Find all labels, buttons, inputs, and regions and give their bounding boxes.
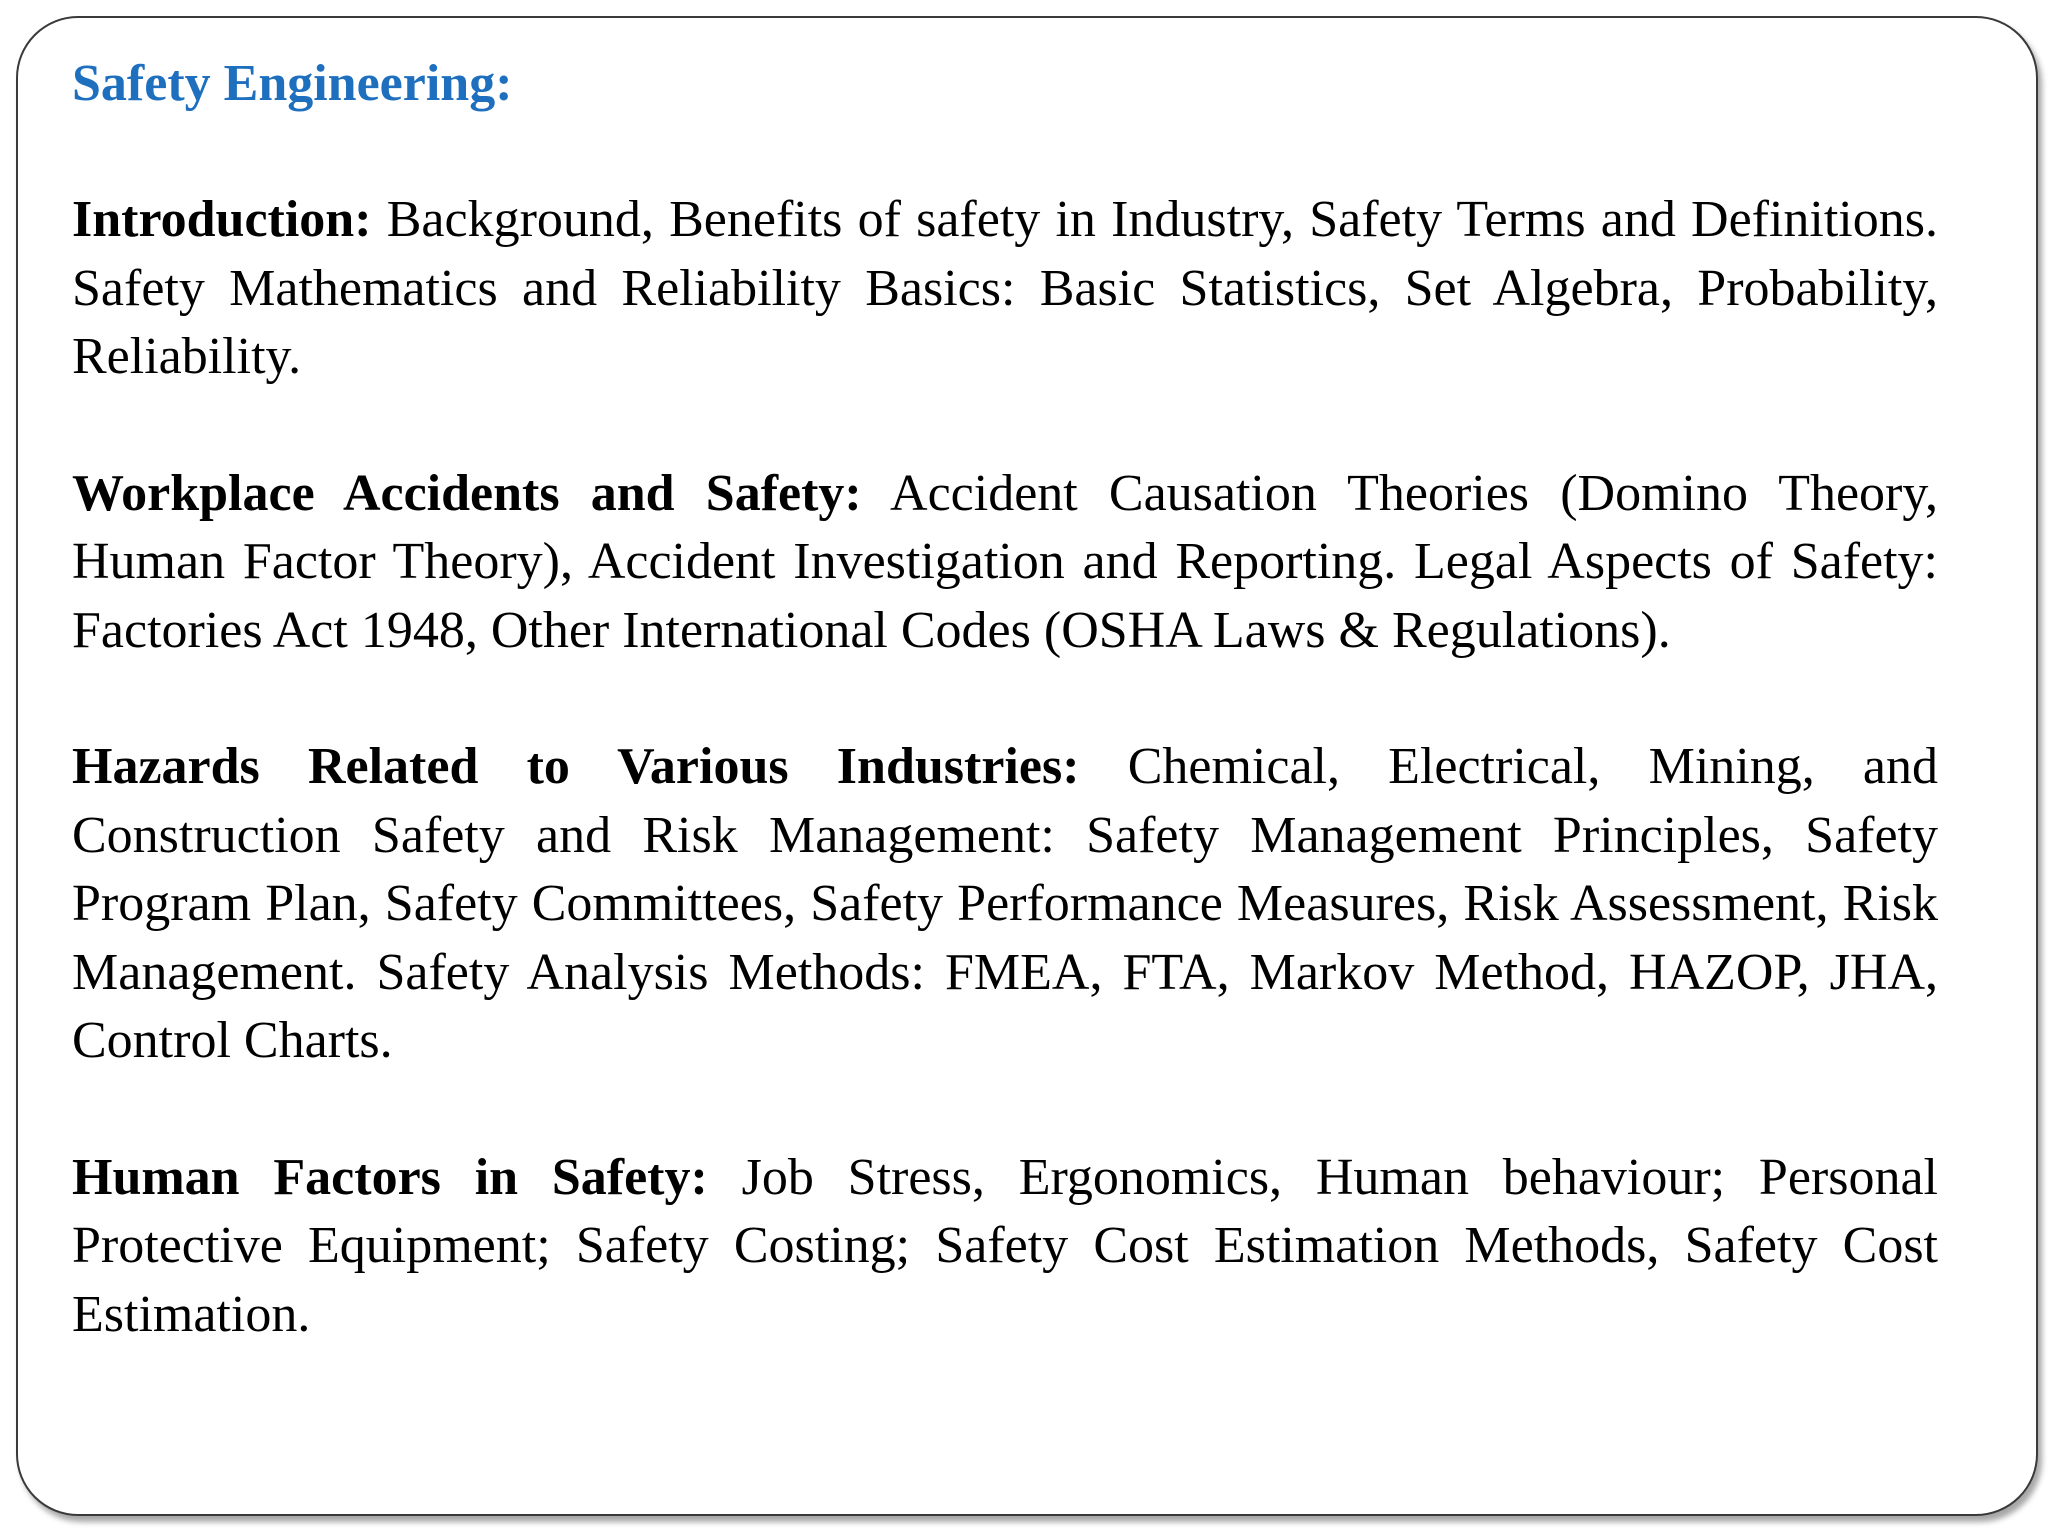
section-heading: Human Factors in Safety:	[72, 1148, 708, 1206]
slide-title: Safety Engineering:	[72, 55, 513, 112]
section-human-factors	[72, 1144, 1938, 1350]
section-body: Background, Benefits of safety in Industry, Safety Terms and Definitions. Safety Mathematics and Reliability Basics: Basic Statistics, Set Algebra, Probability, Reliability.	[72, 191, 1938, 385]
section-workplace-accidents	[72, 460, 1938, 666]
section-heading: Introduction:	[72, 191, 372, 248]
slide-content	[72, 50, 1938, 1417]
section-body: Chemical, Electrical, Mining, and Construction Safety and Risk Management: Safety Management Principles, Safety Program Plan, Safety Committees, Safety Performance Measures, Risk Assessment, Risk Management. Safety Analysis Methods: FMEA, FTA, Markov Method, HAZOP, JHA, Control Charts.	[72, 738, 1938, 1069]
section-heading: Workplace Accidents and Safety:	[72, 464, 862, 522]
section-body: Accident Causation Theories (Domino Theory, Human Factor Theory), Accident Investigation and Reporting. Legal Aspects of Safety: Factories Act 1948, Other International Codes (OSHA Laws & Regulations).	[72, 464, 1938, 659]
section-introduction	[72, 186, 1938, 392]
section-hazards	[72, 733, 1938, 1076]
section-heading: Hazards Related to Various Industries:	[72, 738, 1080, 795]
section-body: Job Stress, Ergonomics, Human behaviour; Personal Protective Equipment; Safety Costing; Safety Cost Estimation Methods, Safety Cost Estimation.	[72, 1148, 1938, 1343]
